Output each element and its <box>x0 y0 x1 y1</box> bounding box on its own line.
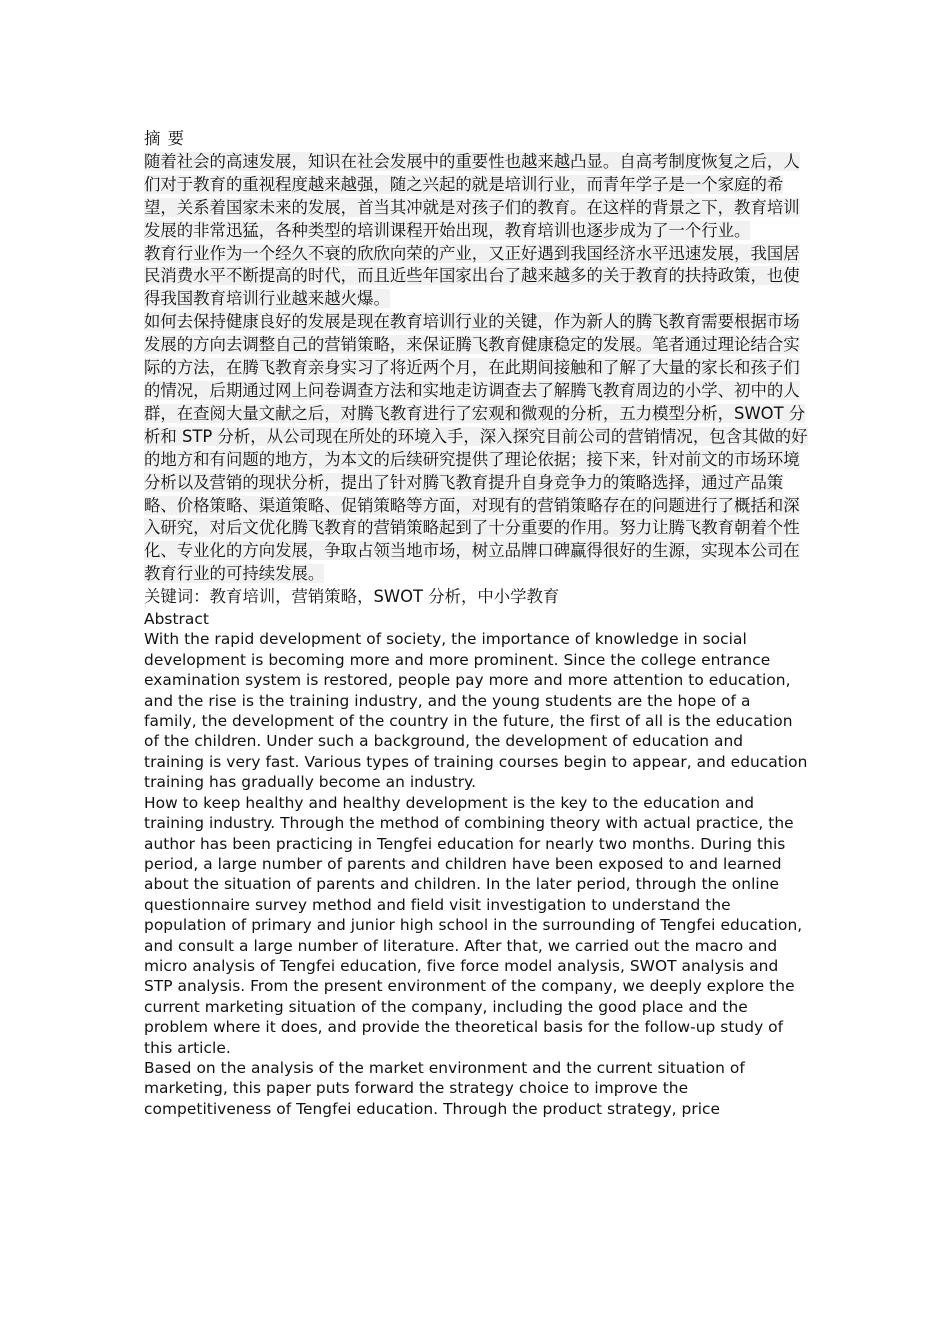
chinese-keywords: 关键词：教育培训，营销策略，SWOT 分析，中小学教育 <box>144 587 560 607</box>
english-abstract-heading: Abstract <box>144 610 210 629</box>
chinese-abstract-heading: 摘 要 <box>144 129 185 148</box>
english-abstract-paragraph-1: With the rapid development of society, the importance of knowledge in social development is becoming more and more prominent. Since the college entrance examination system is restored, people pay more and more attention to education, and the rise is the training industry, and the young students are the hope of a family, the development of the country in the future, the first of all is the education of the children. Under such a background, the development of education and training is very fast. Various types of training courses begin to appear, and education training has gradually become an industry. <box>144 630 808 792</box>
paragraph-text: 教育行业作为一个经久不衰的欣欣向荣的产业，又正好遇到我国经济水平迅速发展，我国居民消费水平不断提高的时代，而且近些年国家出台了越来越多的关于教育的扶持政策，也使得我国教育培训行业越来越火爆。 <box>144 243 800 309</box>
chinese-abstract-paragraph-3 <box>144 311 808 586</box>
english-abstract-paragraph-3: Based on the analysis of the market environment and the current situation of marketing, this paper puts forward the strategy choice to improve the competitiveness of Tengfei education. Through the product strategy, price <box>144 1058 745 1118</box>
chinese-abstract-paragraph-1 <box>144 151 808 243</box>
english-abstract-paragraph-2: How to keep healthy and healthy development is the key to the education and training industry. Through the method of combining theory with actual practice, the author has been practicing in Tengfei education for nearly two months. During this period, a large number of parents and children have been exposed to and learned about the situation of parents and children. In the later period, through the online questionnaire survey method and field visit investigation to understand the population of primary and junior high school in the surrounding of Tengfei education, and consult a large number of literature. After that, we carried out the macro and micro analysis of Tengfei education, five force model analysis, SWOT analysis and STP analysis. From the present environment of the company, we deeply explore the current marketing situation of the company, including the good place and the problem where it does, and provide the theoretical basis for the follow-up study of this article. <box>144 793 803 1057</box>
document-page <box>144 128 808 1119</box>
paragraph-text: 如何去保持健康良好的发展是现在教育培训行业的关键，作为新人的腾飞教育需要根据市场发展的方向去调整自己的营销策略，来保证腾飞教育健康稳定的发展。笔者通过理论结合实际的方法，在腾飞教育亲身实习了将近两个月，在此期间接触和了解了大量的家长和孩子们的情况，后期通过网上问卷调查方法和实地走访调查去了解腾飞教育周边的小学、初中的人群，在查阅大量文献之后，对腾飞教育进行了宏观和微观的分析，五力模型分析，SWOT 分析和 STP 分析，从公司现在所处的环境入手，深入探究目前公司的营销情况，包含其做的好的地方和有问题的地方，为本文的后续研究提供了理论依据；接下来，针对前文的市场环境分析以及营销的现状分析，提出了针对腾飞教育提升自身竞争力的策略选择，通过产品策略、价格策略、渠道策略、促销策略等方面，对现有的营销策略存在的问题进行了概括和深入研究，对后文优化腾飞教育的营销策略起到了十分重要的作用。努力让腾飞教育朝着个性化、专业化的方向发展，争取占领当地市场，树立品牌口碑赢得很好的生源，实现本公司在教育行业的可持续发展。 <box>144 312 808 584</box>
chinese-abstract-paragraph-2 <box>144 243 808 312</box>
paragraph-text: 随着社会的高速发展，知识在社会发展中的重要性也越来越凸显。自高考制度恢复之后，人们对于教育的重视程度越来越强，随之兴起的就是培训行业，而青年学子是一个家庭的希望，关系着国家未来的发展，首当其冲就是对孩子们的教育。在这样的背景之下，教育培训发展的非常迅猛，各种类型的培训课程开始出现，教育培训也逐步成为了一个行业。 <box>144 151 800 240</box>
